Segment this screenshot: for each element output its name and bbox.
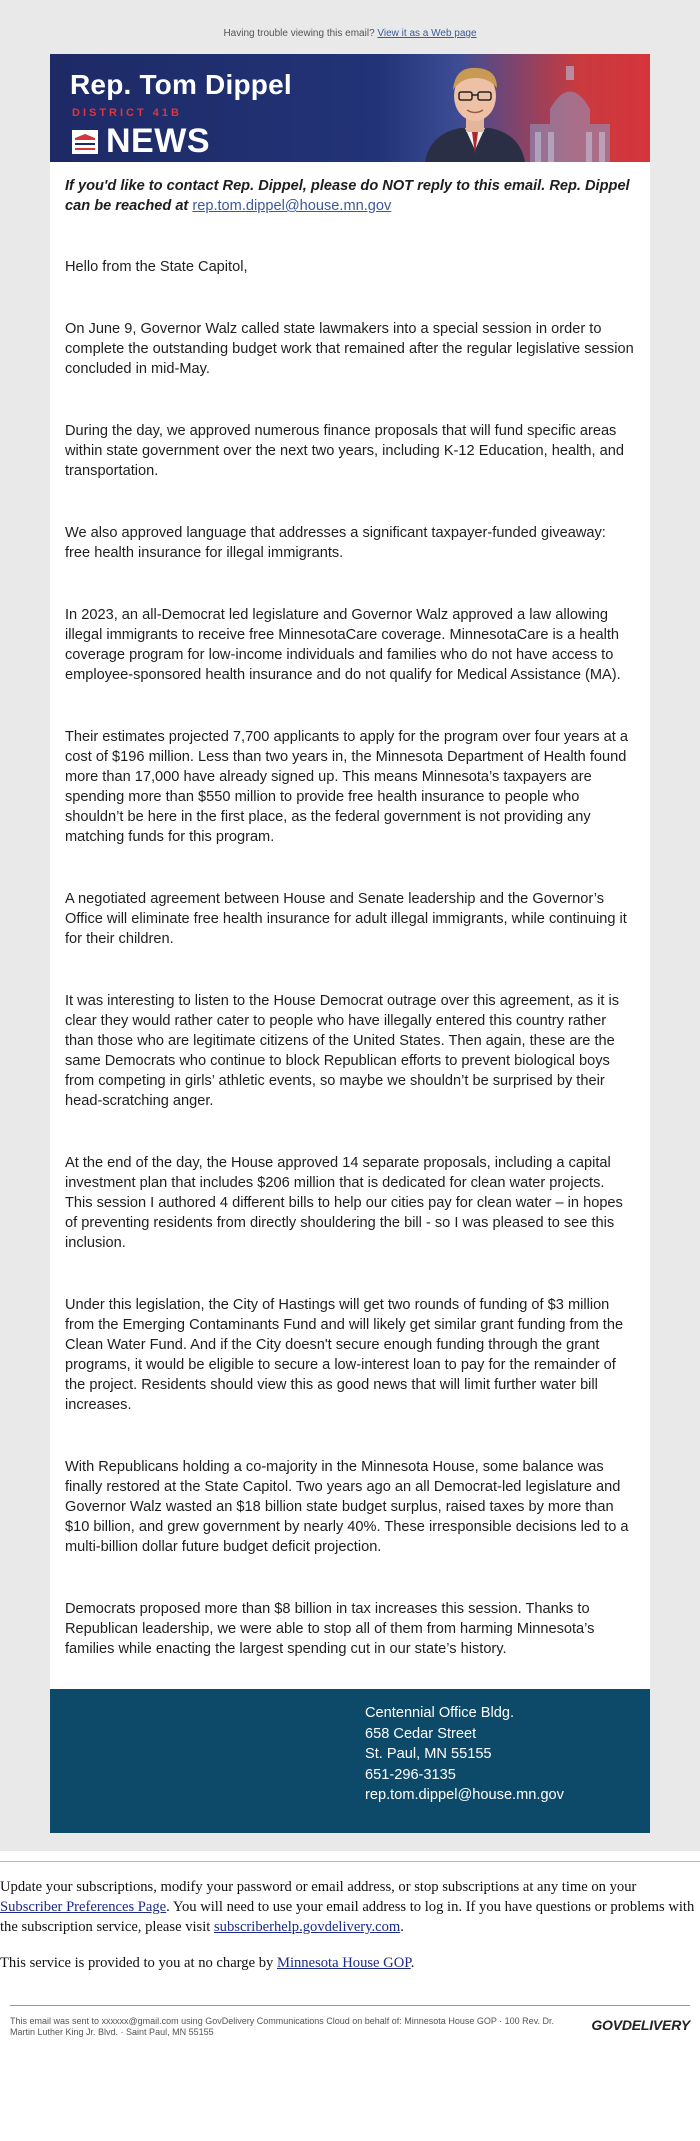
sent-notice: This email was sent to xxxxxx@gmail.com using GovDelivery Communications Cloud on behalf of: Minnesota House GOP · 100 Rev. Dr. Martin Luther King Jr. Blvd. · Saint Paul, MN 55155	[10, 2016, 555, 2037]
subscription-text: .	[400, 1919, 404, 1935]
banner-title: Rep. Tom Dippel	[70, 69, 292, 100]
subscription-info	[0, 1862, 700, 1973]
body-paragraph: It was interesting to listen to the House Democrat outrage over this agreement, as it is clear they would rather cater to people who have illegally entered this country rather than those who are legitimate citizens of the United States. Then again, these are the same Democrats who continue to block Republican efforts to prevent biological boys from competing in girls’ athletic events, so maybe we shouldn’t be surprised by their head-scratching anger.	[65, 993, 620, 1109]
body-paragraph: On June 9, Governor Walz called state lawmakers into a special session in order to complete the outstanding budget work that remained after the regular legislative session concluded in mid-May.	[65, 321, 634, 377]
body-paragraph: With Republicans holding a co-majority in the Minnesota House, some balance was finally restored at the State Capitol. Two years ago an all Democrat-led legislature and Governor Walz wasted an $18 billion state budget surplus, raised taxes by more than $10 billion, and grew government by nearly 40%. These irresponsible decisions led to a multi-billion dollar future budget deficit projection.	[65, 1459, 629, 1555]
body-paragraph: Their estimates projected 7,700 applicants to apply for the program over four years at a cost of $196 million. Less than two years in, the Minnesota Department of Health found more than 17,000 have already signed up. This means Minnesota’s taxpayers are spending more than $550 million to provide free health insurance to people who shouldn’t be here in the first place, as the federal government is not providing any matching funds for this program.	[65, 729, 628, 845]
subscriber-help-link[interactable]: subscriberhelp.govdelivery.com	[214, 1919, 401, 1935]
office-address-footer	[50, 1689, 650, 1833]
contact-text: If you'd like to contact Rep. Dippel, please do NOT reply to this email. Rep. Dippel can be reached at	[65, 178, 630, 214]
service-paragraph	[0, 1953, 700, 1973]
web-page-link[interactable]: View it as a Web page	[377, 28, 477, 39]
minnesota-house-gop-link[interactable]: Minnesota House GOP	[276, 1955, 411, 1971]
address-line: 658 Cedar Street	[365, 1725, 477, 1742]
address-line: Centennial Office Bldg.	[365, 1705, 515, 1721]
phone-number: 651-296-3135	[365, 1766, 456, 1783]
body-paragraph: During the day, we approved numerous finance proposals that will fund specific areas within state government over the next two years, including K-12 Education, health, and transportation.	[65, 423, 624, 479]
contact-notice	[65, 176, 635, 216]
contact-email-link[interactable]: rep.tom.dippel@house.mn.gov	[192, 198, 392, 214]
banner-news: NEWS	[106, 122, 210, 160]
subscription-text: Update your subscriptions, modify your password or email address, or stop subscriptions at any time on your	[0, 1879, 637, 1895]
banner-district: DISTRICT 41B	[72, 107, 182, 119]
body-paragraph: A negotiated agreement between House and Senate leadership and the Governor’s Office will eliminate free health insurance for adult illegal immigrants, while continuing it for their children.	[65, 891, 627, 947]
service-text: This service is provided to you at no charge by	[0, 1955, 274, 1971]
top-note	[0, 28, 700, 54]
greeting: Hello from the State Capitol,	[65, 259, 248, 275]
email-container	[50, 54, 650, 1833]
office-address	[365, 1703, 564, 1806]
subscriber-preferences-link[interactable]: Subscriber Preferences Page	[0, 1899, 167, 1915]
body-paragraph: In 2023, an all-Democrat led legislature and Governor Walz approved a law allowing illegal immigrants to receive free MinnesotaCare coverage. MinnesotaCare is a health coverage program for low-income individuals and families who do not have access to employee-sponsored health insurance and do not qualify for Medical Assistance (MA).	[65, 607, 621, 683]
header-banner	[50, 54, 650, 162]
address-line: St. Paul, MN 55155	[365, 1746, 492, 1762]
body-paragraph: Democrats proposed more than $8 billion in tax increases this session. Thanks to Republican leadership, we were able to stop all of them from harming Minnesota’s families while enacting the largest spending cut in our state’s history.	[65, 1601, 595, 1657]
subscription-paragraph	[0, 1877, 700, 1937]
subscription-text: . You will need to use your email address to log in. If you have questions or problems with the subscription service, please visit	[0, 1899, 695, 1935]
body-paragraph: At the end of the day, the House approved 14 separate proposals, including a capital investment plan that includes $206 million that is dedicated for clean water projects. This session I authored 4 different bills to help our cities pay for clean water – in hopes of preventing residents from directly shouldering the bill - so I was pleased to see this inclusion.	[65, 1155, 623, 1251]
bottom-footer	[0, 2006, 700, 2066]
representative-portrait	[415, 54, 535, 162]
body-paragraph: We also approved language that addresses a significant taxpayer-funded giveaway: free health insurance for illegal immigrants.	[65, 525, 606, 561]
top-note-text: Having trouble viewing this email?	[223, 28, 375, 39]
govdelivery-logo: GOVDELIVERY	[591, 2017, 690, 2033]
footer-email: rep.tom.dippel@house.mn.gov	[365, 1787, 564, 1803]
email-body	[50, 176, 650, 1659]
service-text: .	[410, 1955, 415, 1971]
body-paragraph: Under this legislation, the City of Hastings will get two rounds of funding of $3 million from the Emerging Contaminants Fund and will likely get similar grant funding from the Clean Water Fund. And if the City doesn't secure enough funding through the grant programs, it would be eligible to secure a low-interest loan to pay for the remainder of the project. Residents should view this as good news that will limit further water bill increases.	[65, 1297, 624, 1413]
minnesota-house-logo-icon	[72, 130, 98, 154]
